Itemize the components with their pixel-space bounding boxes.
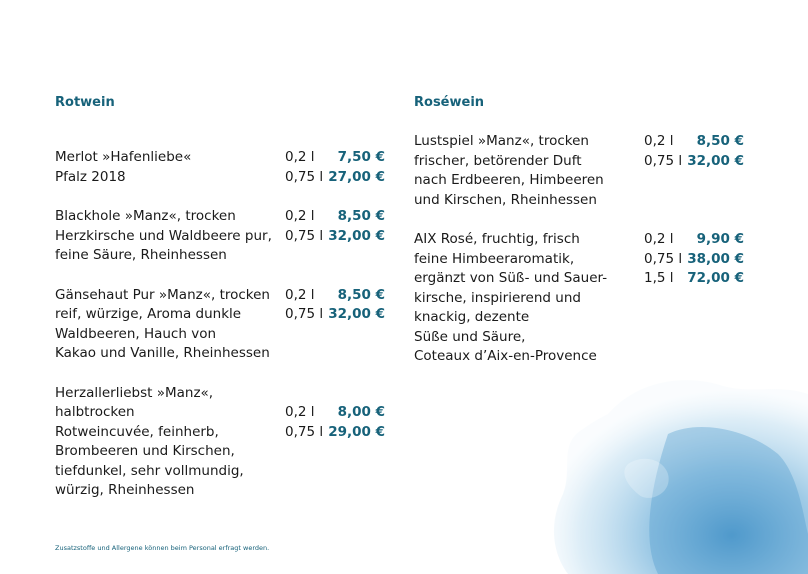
wine-description-line: kirsche, inspirierend und	[414, 289, 581, 306]
wine-item	[55, 207, 385, 266]
wine-price: 38,00 €	[687, 250, 744, 267]
wine-item	[55, 384, 385, 501]
wine-size: 0,2 l	[285, 286, 315, 303]
wine-description-line: frischer, betörender Duft	[414, 152, 582, 169]
wine-size: 0,2 l	[285, 149, 315, 165]
section-title-rotwein: Rotwein	[55, 95, 115, 110]
wine-item	[55, 148, 385, 187]
wine-description	[55, 286, 279, 364]
wine-price: 7,50 €	[337, 149, 385, 165]
rotwein-list	[55, 148, 385, 501]
wine-prices	[323, 207, 385, 266]
wine-description-line: Süße und Säure,	[414, 328, 526, 345]
wine-description-line: Gänsehaut Pur »Manz«, trocken	[55, 286, 270, 303]
wine-sizes	[279, 207, 323, 266]
wine-price: 9,90 €	[696, 231, 744, 247]
wine-prices	[323, 286, 385, 364]
wine-description-line: Merlot »Hafenliebe«	[55, 149, 192, 165]
wine-price: 8,00 €	[337, 404, 385, 420]
wine-description	[55, 207, 279, 266]
wine-description-line: AIX Rosé, fruchtig, frisch	[414, 231, 580, 247]
wine-description-line: Lustspiel »Manz«, trocken	[414, 133, 589, 149]
wine-description-line: Coteaux d’Aix-en-Provence	[414, 348, 597, 364]
wine-description-line: Herzkirsche und Waldbeere pur,	[55, 227, 272, 244]
wine-price: 32,00 €	[687, 152, 744, 169]
wine-size: 1,5 l	[644, 270, 674, 286]
wine-description-line: Kakao und Vanille, Rheinhessen	[55, 345, 270, 361]
wine-description	[55, 148, 279, 187]
wine-price: 32,00 €	[328, 306, 385, 322]
wine-price: 8,50 €	[337, 286, 385, 303]
wine-item	[414, 230, 744, 367]
wine-size: 0,75 l	[285, 168, 324, 185]
wine-description-line: Waldbeeren, Hauch von	[55, 325, 217, 342]
wine-description-line: Rotweincuvée, feinherb,	[55, 423, 219, 440]
rotwein-section	[55, 95, 385, 521]
wine-item	[55, 286, 385, 364]
wine-description-line: knackig, dezente	[414, 309, 530, 325]
wine-description-line: nach Erdbeeren, Himbeeren	[414, 172, 604, 188]
wine-description-line: Blackhole »Manz«, trocken	[55, 208, 236, 224]
wine-size: 0,2 l	[644, 133, 674, 149]
wine-description-line: halbtrocken	[55, 404, 135, 420]
wine-description	[55, 384, 279, 501]
wine-price: 8,50 €	[696, 133, 744, 149]
wine-description-line: Brombeeren und Kirschen,	[55, 443, 235, 459]
wine-size: 0,75 l	[644, 250, 683, 267]
wine-size: 0,75 l	[285, 306, 324, 322]
wine-description-line: feine Säure, Rheinhessen	[55, 247, 227, 263]
wine-price: 32,00 €	[328, 227, 385, 244]
wine-size: 0,75 l	[285, 227, 324, 244]
wine-description-line: ergänzt von Süß- und Sauer-	[414, 270, 608, 286]
wine-sizes	[638, 230, 682, 367]
wine-size: 0,75 l	[285, 423, 324, 440]
wine-item	[414, 132, 744, 210]
allergen-footnote: Zusatzstoffe und Allergene können beim Personal erfragt werden.	[55, 544, 270, 552]
rosewein-list	[414, 132, 744, 367]
wine-size: 0,2 l	[285, 208, 315, 224]
wine-sizes	[638, 132, 682, 210]
wine-prices	[682, 132, 744, 210]
wine-description-line: Herzallerliebst »Manz«,	[55, 384, 214, 401]
wine-sizes	[279, 148, 323, 187]
wine-description-line: feine Himbeeraromatik,	[414, 250, 575, 267]
wine-size: 0,75 l	[644, 152, 683, 169]
wine-description-line: und Kirschen, Rheinhessen	[414, 191, 597, 208]
wine-sizes	[279, 384, 323, 501]
wine-description-line: tiefdunkel, sehr vollmundig,	[55, 462, 244, 479]
wine-prices	[323, 148, 385, 187]
wine-price: 29,00 €	[328, 423, 385, 440]
wine-size: 0,2 l	[644, 231, 674, 247]
rosewein-section	[414, 95, 744, 387]
watercolor-decoration	[548, 374, 808, 574]
wine-prices	[682, 230, 744, 367]
wine-price: 8,50 €	[337, 208, 385, 224]
wine-size: 0,2 l	[285, 404, 315, 420]
wine-description-line: würzig, Rheinhessen	[55, 482, 195, 498]
wine-description	[414, 132, 638, 210]
wine-price: 27,00 €	[328, 168, 385, 185]
wine-description-line: Pfalz 2018	[55, 168, 126, 185]
wine-description-line: reif, würzige, Aroma dunkle	[55, 306, 242, 322]
wine-description	[414, 230, 638, 367]
wine-prices	[323, 384, 385, 501]
wine-price: 72,00 €	[687, 270, 744, 286]
section-title-rosewein: Roséwein	[414, 95, 485, 110]
wine-sizes	[279, 286, 323, 364]
